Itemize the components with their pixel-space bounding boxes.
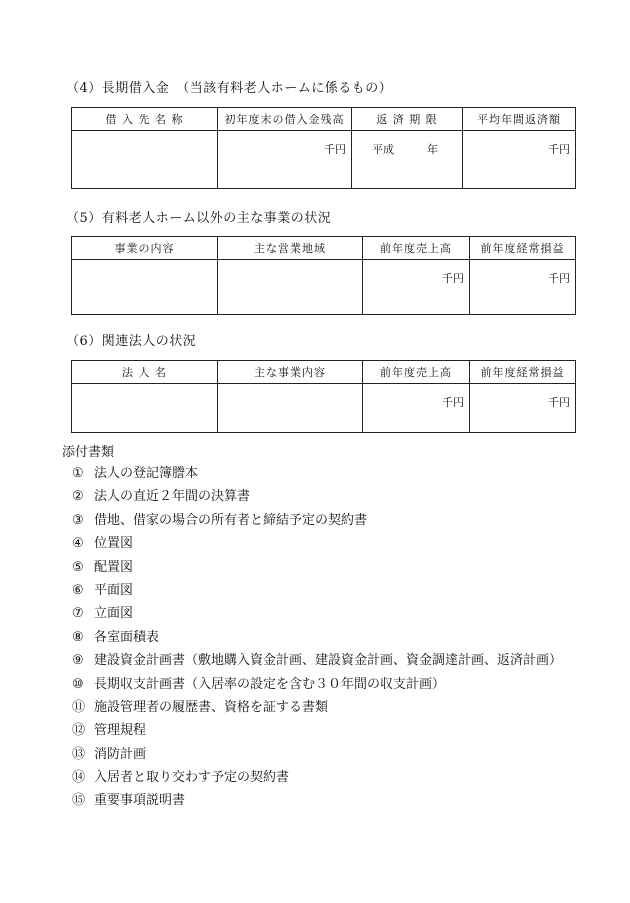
col-initial-balance: 初年度末の借入金残高 bbox=[218, 108, 352, 131]
list-item: ⑨ 建設資金計画書（敷地購入資金計画、建設資金計画、資金調達計画、返済計画） bbox=[72, 653, 563, 669]
table-row bbox=[72, 131, 576, 189]
cell-corp bbox=[72, 384, 218, 433]
list-item: ④ 位置図 bbox=[72, 536, 134, 552]
cell-sales: 千円 bbox=[363, 384, 470, 433]
list-item: ⑩ 長期収支計画書（入居率の設定を含む３０年間の収支計画） bbox=[72, 676, 446, 692]
cell-content bbox=[72, 260, 218, 315]
list-item: ② 法人の直近２年間の決算書 bbox=[72, 489, 251, 505]
table-header-row bbox=[72, 361, 576, 384]
cell-sales: 千円 bbox=[363, 260, 470, 315]
col-annual-repayment: 平均年間返済額 bbox=[463, 108, 576, 131]
col-lender-name: 借 入 先 名 称 bbox=[72, 108, 218, 131]
table-header-row bbox=[72, 108, 576, 131]
table-header-row bbox=[72, 237, 576, 260]
table-row bbox=[72, 384, 576, 433]
col-repayment-deadline: 返 済 期 限 bbox=[352, 108, 463, 131]
cell-main bbox=[218, 384, 363, 433]
col-business-content: 事業の内容 bbox=[72, 237, 218, 260]
table-row bbox=[72, 260, 576, 315]
col-main-business: 主な事業内容 bbox=[218, 361, 363, 384]
list-item: ⑫ 管理規程 bbox=[72, 723, 147, 739]
col-prev-sales: 前年度売上高 bbox=[363, 361, 470, 384]
business-table bbox=[71, 236, 576, 315]
col-prev-sales: 前年度売上高 bbox=[363, 237, 470, 260]
col-business-area: 主な営業地域 bbox=[218, 237, 363, 260]
list-item: ⑮ 重要事項説明書 bbox=[72, 793, 186, 809]
col-prev-profit: 前年度経常損益 bbox=[470, 361, 576, 384]
list-item: ① 法人の登記簿謄本 bbox=[72, 466, 199, 481]
cell-profit: 千円 bbox=[470, 384, 576, 433]
list-item: ③ 借地、借家の場合の所有者と締結予定の契約書 bbox=[72, 512, 368, 528]
cell-deadline: 平成 年 bbox=[352, 131, 463, 189]
cell-annual: 千円 bbox=[463, 131, 576, 189]
list-item: ⑬ 消防計画 bbox=[72, 746, 147, 762]
cell-area bbox=[218, 260, 363, 315]
section4-title: （4）長期借入金 （当該有料老人ホームに係るもの） bbox=[66, 81, 393, 96]
list-item: ⑥ 平面図 bbox=[72, 582, 134, 598]
section6-title: （6）関連法人の状況 bbox=[66, 334, 197, 349]
cell-lender bbox=[72, 131, 218, 189]
attachments-title: 添付書類 bbox=[62, 445, 115, 460]
cell-profit: 千円 bbox=[470, 260, 576, 315]
list-item: ⑦ 立面図 bbox=[72, 606, 134, 622]
list-item: ⑧ 各室面積表 bbox=[72, 629, 160, 645]
list-item: ⑭ 入居者と取り交わす予定の契約書 bbox=[72, 770, 290, 786]
attachments-list bbox=[72, 462, 562, 813]
list-item: ⑪ 施設管理者の履歴書、資格を証する書類 bbox=[72, 699, 329, 715]
col-corp-name: 法 人 名 bbox=[72, 361, 218, 384]
cell-balance: 千円 bbox=[218, 131, 352, 189]
col-prev-profit: 前年度経常損益 bbox=[470, 237, 576, 260]
related-corp-table bbox=[71, 360, 576, 433]
list-item: ⑤ 配置図 bbox=[72, 559, 134, 575]
loan-table bbox=[71, 107, 576, 189]
section5-title: （5）有料老人ホーム以外の主な事業の状況 bbox=[66, 211, 332, 226]
